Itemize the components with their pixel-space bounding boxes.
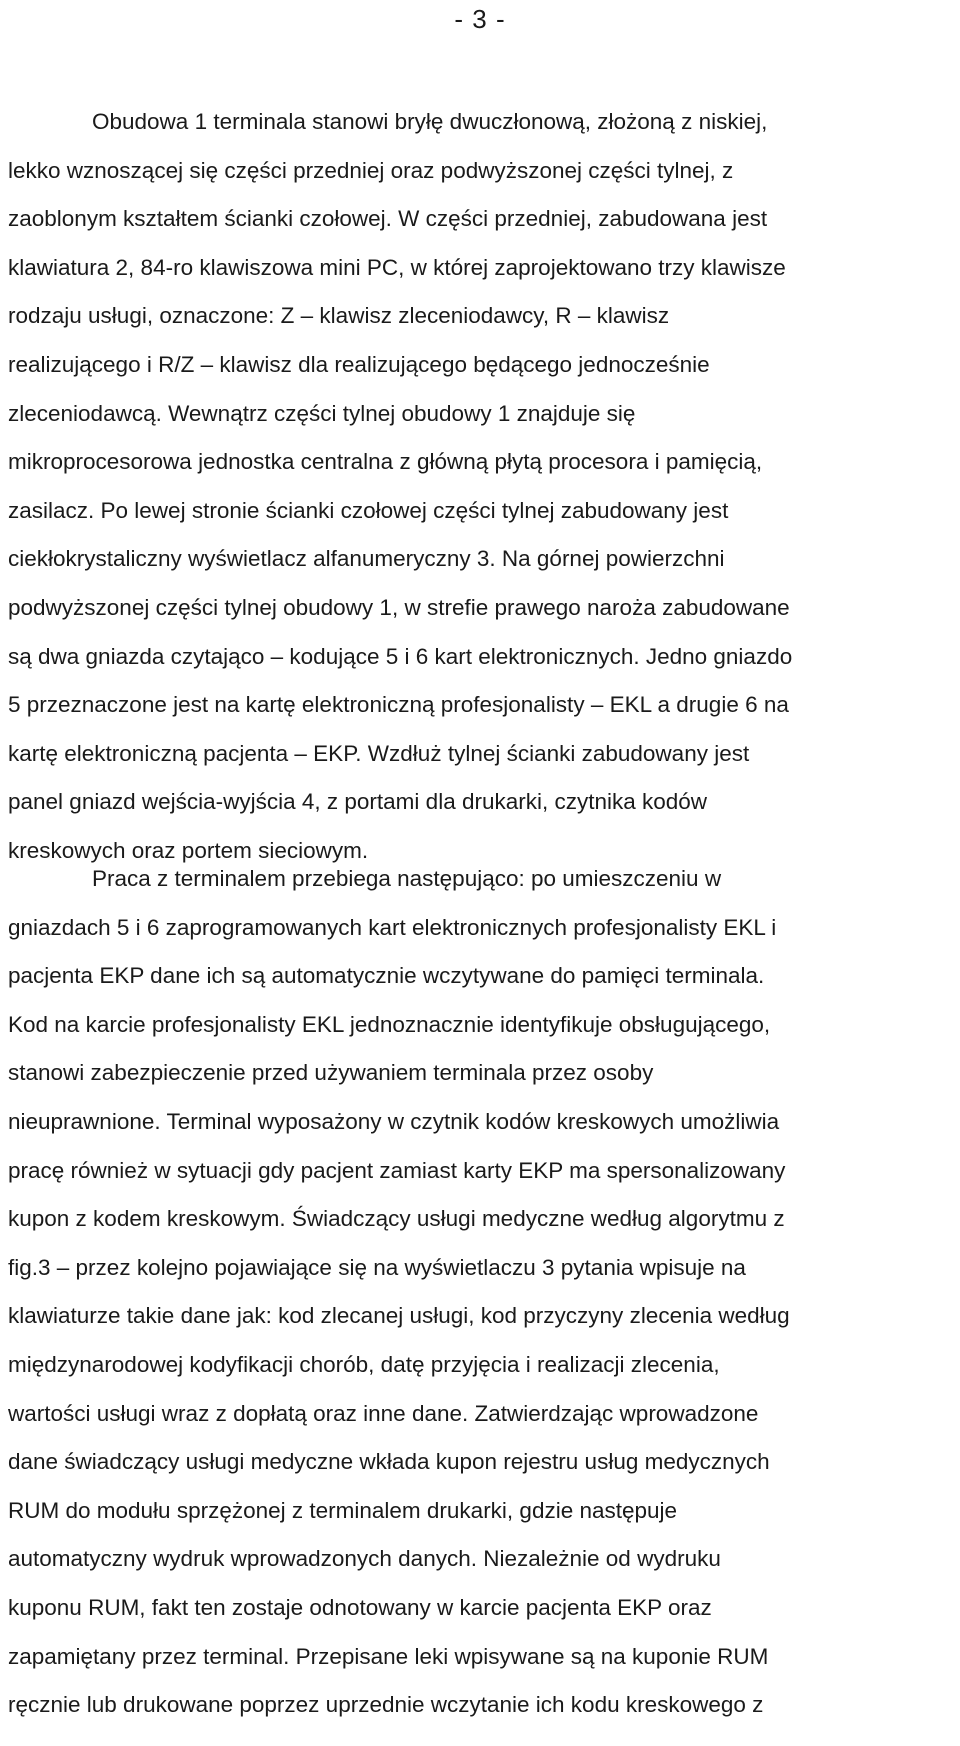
text-line: zapamiętany przez terminal. Przepisane leki wpisywane są na kuponie RUM (8, 1643, 769, 1669)
text-line: zleceniodawcą. Wewnątrz części tylnej obudowy 1 znajduje się (8, 400, 636, 426)
paragraph-1 (8, 98, 958, 876)
text-line: fig.3 – przez kolejno pojawiające się na wyświetlaczu 3 pytania wpisuje na (8, 1254, 746, 1280)
text-line: stanowi zabezpieczenie przed używaniem terminala przez osoby (8, 1060, 654, 1086)
text-line: klawiatura 2, 84-ro klawiszowa mini PC, w której zaprojektowano trzy klawisze (8, 254, 786, 280)
text-line: kartę elektroniczną pacjenta – EKP. Wzdłuż tylnej ścianki zabudowany jest (8, 740, 750, 766)
text-line: kreskowych oraz portem sieciowym. (8, 837, 369, 863)
text-line: są dwa gniazda czytająco – kodujące 5 i 6 kart elektronicznych. Jedno gniazdo (8, 643, 793, 669)
text-line: Kod na karcie profesjonalisty EKL jednoznacznie identyfikuje obsługującego, (8, 1011, 771, 1037)
text-line: kuponu RUM, fakt ten zostaje odnotowany w karcie pacjenta EKP oraz (8, 1594, 712, 1620)
text-line: wartości usługi wraz z dopłatą oraz inne dane. Zatwierdzając wprowadzone (8, 1400, 759, 1426)
text-line: nieuprawnione. Terminal wyposażony w czytnik kodów kreskowych umożliwia (8, 1108, 780, 1134)
text-line: międzynarodowej kodyfikacji chorób, datę przyjęcia i realizacji zlecenia, (8, 1351, 720, 1377)
text-line: rodzaju usługi, oznaczone: Z – klawisz zleceniodawcy, R – klawisz (8, 303, 670, 329)
paragraph-2 (8, 855, 958, 1730)
text-line: RUM do modułu sprzężonej z terminalem drukarki, gdzie następuje (8, 1497, 678, 1523)
text-line: automatyczny wydruk wprowadzonych danych. Niezależnie od wydruku (8, 1546, 721, 1572)
text-line: realizującego i R/Z – klawisz dla realizującego będącego jednocześnie (8, 351, 710, 377)
text-line: Praca z terminalem przebiega następująco: po umieszczeniu w (92, 866, 722, 891)
text-line: pacjenta EKP dane ich są automatycznie wczytywane do pamięci terminala. (8, 963, 765, 989)
text-line: lekko wznoszącej się części przedniej oraz podwyższonej części tylnej, z (8, 157, 734, 183)
text-line: Obudowa 1 terminala stanowi bryłę dwuczłonową, złożoną z niskiej, (92, 109, 768, 134)
text-line: pracę również w sytuacji gdy pacjent zamiast karty EKP ma spersonalizowany (8, 1157, 786, 1183)
page-number: - 3 - (454, 4, 506, 34)
text-line: panel gniazd wejścia-wyjścia 4, z portami dla drukarki, czytnika kodów (8, 789, 708, 815)
text-line: dane świadczący usługi medyczne wkłada kupon rejestru usług medycznych (8, 1449, 770, 1475)
text-line: klawiaturze takie dane jak: kod zlecanej usługi, kod przyczyny zlecenia według (8, 1303, 790, 1329)
text-line: gniazdach 5 i 6 zaprogramowanych kart elektronicznych profesjonalisty EKL i (8, 914, 777, 940)
text-line: mikroprocesorowa jednostka centralna z główną płytą procesora i pamięcią, (8, 449, 763, 475)
text-line: podwyższonej części tylnej obudowy 1, w strefie prawego naroża zabudowane (8, 594, 790, 620)
text-line: kupon z kodem kreskowym. Świadczący usługi medyczne według algorytmu z (8, 1206, 785, 1232)
text-line: zasilacz. Po lewej stronie ścianki czołowej części tylnej zabudowany jest (8, 497, 729, 523)
text-line: ciekłokrystaliczny wyświetlacz alfanumeryczny 3. Na górnej powierzchni (8, 546, 725, 572)
text-line: ręcznie lub drukowane poprzez uprzednie wczytanie ich kodu kreskowego z (8, 1692, 764, 1718)
text-line: 5 przeznaczone jest na kartę elektroniczną profesjonalisty – EKL a drugie 6 na (8, 692, 789, 718)
text-line: zaoblonym kształtem ścianki czołowej. W części przedniej, zabudowana jest (8, 206, 768, 232)
